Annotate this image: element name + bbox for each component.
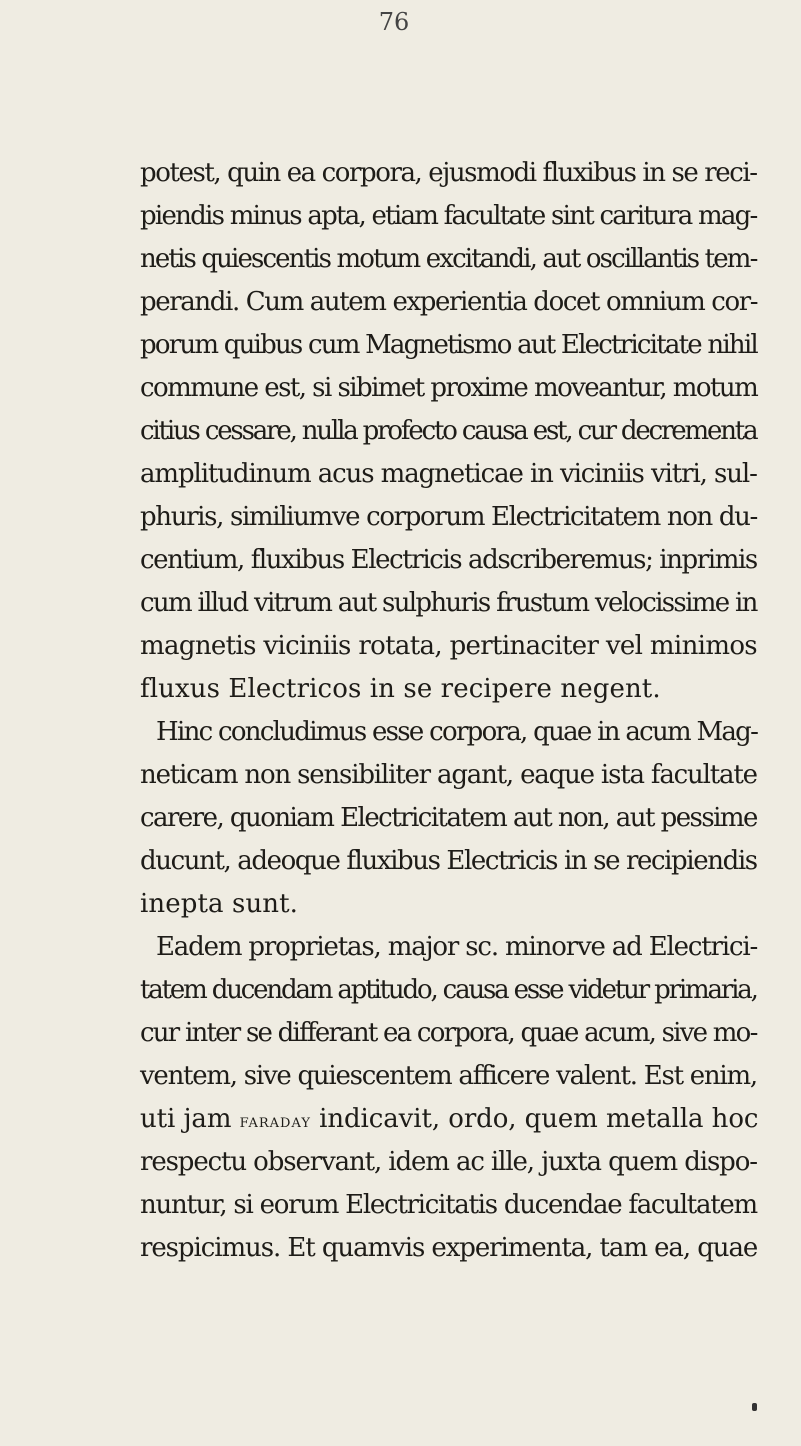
text-line: nuntur, si eorum Electricitatis ducendae facultatem — [140, 1190, 757, 1220]
text-line: neticam non sensibiliter agant, eaque ista facultate — [140, 760, 757, 790]
text-line: respectu observant, idem ac ille, juxta quem dispo- — [140, 1147, 757, 1177]
text-line: cur inter se differant ea corpora, quae acum, sive mo- — [140, 1018, 757, 1048]
text-line: cum illud vitrum aut sulphuris frustum velocissime in — [140, 588, 757, 618]
text-line: ventem, sive quiescentem afficere valent. Est enim, — [140, 1061, 757, 1091]
text-line: netis quiescentis motum excitandi, aut oscillantis tem- — [140, 244, 757, 274]
text-line: centium, fluxibus Electricis adscriberemus; inprimis — [140, 545, 757, 575]
text-line: carere, quoniam Electricitatem aut non, aut pessime — [140, 803, 757, 833]
text-line: commune est, si sibimet proxime moveantur, motum — [140, 373, 758, 403]
text-line: magnetis viciniis rotata, pertinaciter vel minimos — [140, 631, 757, 661]
text-line: fluxus Electricos in se recipere negent. — [140, 674, 661, 704]
text-line: ducunt, adeoque fluxibus Electricis in se recipiendis — [140, 846, 757, 876]
text-line: inepta sunt. — [140, 889, 299, 919]
author-name-faraday: faraday — [239, 1111, 311, 1132]
text-line: phuris, similiumve corporum Electricitatem non du- — [140, 502, 757, 532]
text-segment: uti jam — [140, 1104, 240, 1134]
text-line: respicimus. Et quamvis experimenta, tam ea, quae — [140, 1233, 758, 1263]
page-number: 76 — [378, 8, 410, 36]
text-line: amplitudinum acus magneticae in viciniis vitri, sul- — [140, 459, 757, 489]
text-line: tatem ducendam aptitudo, causa esse videtur primaria, — [140, 975, 757, 1005]
text-line: citius cessare, nulla profecto causa est, cur decrementa — [140, 416, 757, 446]
text-line: porum quibus cum Magnetismo aut Electricitate nihil — [140, 330, 757, 360]
paragraph-start: Hinc concludimus esse corpora, quae in acum Mag- — [156, 717, 758, 747]
text-segment: indicavit, ordo, quem metalla hoc — [310, 1104, 759, 1134]
text-line — [140, 1104, 758, 1137]
text-line: piendis minus apta, etiam facultate sint caritura mag- — [140, 201, 757, 231]
text-line: potest, quin ea corpora, ejusmodi fluxibus in se reci- — [140, 158, 757, 188]
ink-mark — [752, 1403, 757, 1411]
text-line: perandi. Cum autem experientia docet omnium cor- — [140, 287, 758, 317]
paragraph-start: Eadem proprietas, major sc. minorve ad Electrici- — [156, 932, 758, 962]
